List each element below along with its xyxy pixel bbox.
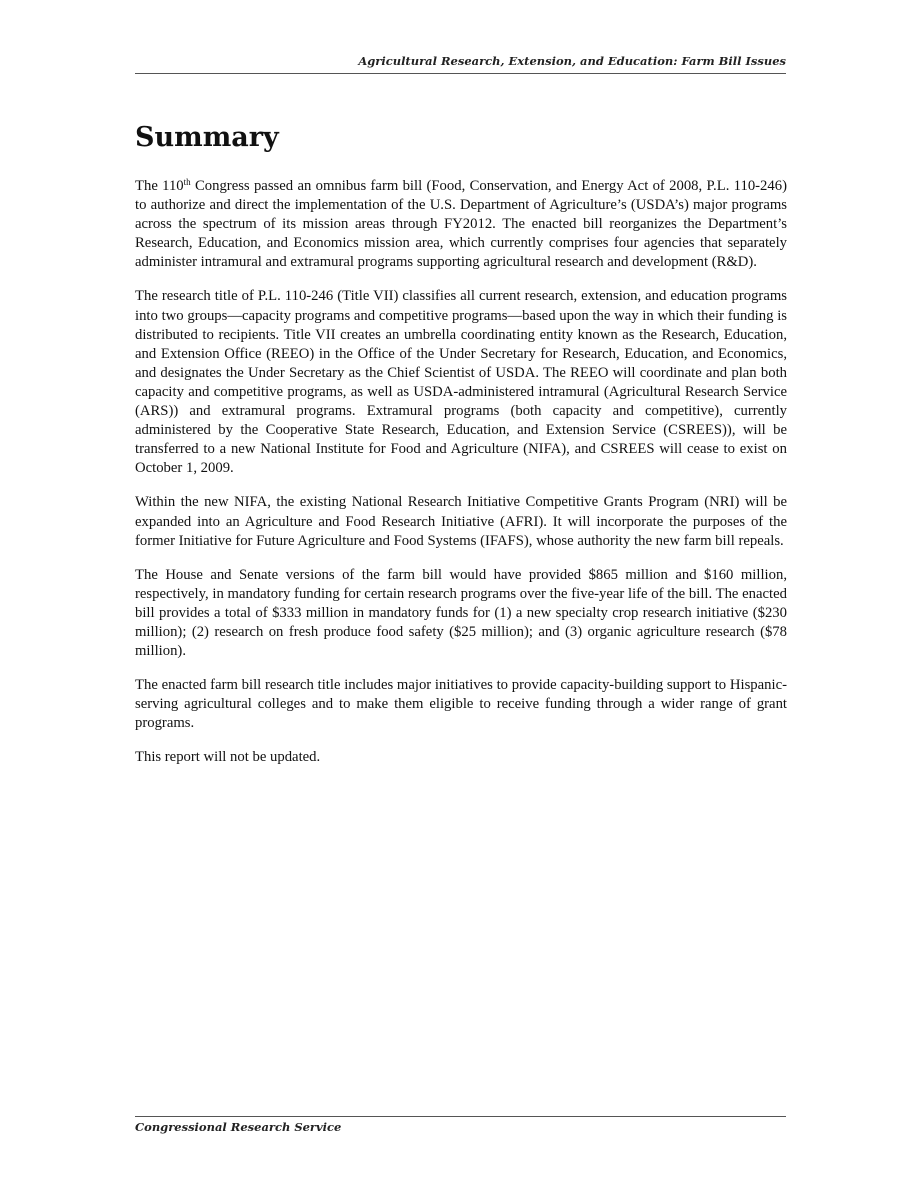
footer-publisher: Congressional Research Service <box>135 1120 342 1134</box>
footer-rule <box>135 1116 786 1117</box>
paragraph-1-lead: The 110 <box>135 178 184 194</box>
summary-paragraph-3: Within the new NIFA, the existing National Research Initiative Competitive Grants Program (NRI) will be expanded into an Agriculture and Food Research Initiative (AFRI). It will incorporate the purposes of the former Initiative for Future Agriculture and Food Systems (IFAFS), whose authority the new farm bill repeals. <box>135 494 787 549</box>
summary-paragraph-4: The House and Senate versions of the farm bill would have provided $865 million and $160 million, respectively, in mandatory funding for certain research programs over the five-year life of the bill. The enacted bill provides a total of $333 million in mandatory funds for (1) a new specialty crop research initiative ($230 million); (2) research on fresh produce food safety ($25 million); and (3) organic agriculture research ($78 million). <box>135 566 787 660</box>
summary-paragraph-6: This report will not be updated. <box>135 749 321 766</box>
summary-paragraph-1 <box>135 177 787 272</box>
paragraph-1-text: Congress passed an omnibus farm bill (Food, Conservation, and Energy Act of 2008, P.L. 110-246) to authorize and direct the implementation of the U.S. Department of Agriculture’s (USDA’s) major programs across the spectrum of its mission areas through FY2012. The enacted bill reorganizes the Department’s Research, Education, and Economics mission area, which currently comprises four agencies that separately administer intramural and extramural programs supporting agricultural research and development (R&D). <box>135 178 787 271</box>
header-rule <box>135 73 786 74</box>
ordinal-superscript: th <box>183 177 191 187</box>
summary-paragraph-5: The enacted farm bill research title includes major initiatives to provide capacity-building support to Hispanic-serving agricultural colleges and to make them eligible to receive funding through a wider range of grant programs. <box>135 677 787 732</box>
summary-body <box>135 177 787 768</box>
section-heading: Summary <box>135 122 279 153</box>
summary-paragraph-2: The research title of P.L. 110-246 (Title VII) classifies all current research, extension, and education programs into two groups—capacity programs and competitive programs—based upon the way in which their funding is distributed to recipients. Title VII creates an umbrella coordinating entity known as the Research, Education, and Extension Office (REEO) in the Office of the Under Secretary for Research, Education, and Economics, and designates the Under Secretary as the Chief Scientist of USDA. The REEO will coordinate and plan both capacity and competitive programs, as well as USDA-administered intramural (Agricultural Research Service (ARS)) and extramural programs. Extramural programs (both capacity and competitive), currently administered by the Cooperative State Research, Education, and Extension Service (CSREES)), will be transferred to a new National Institute for Food and Agriculture (NIFA), and CSREES will cease to exist on October 1, 2009. <box>135 288 787 477</box>
running-header: Agricultural Research, Extension, and Education: Farm Bill Issues <box>358 54 786 68</box>
